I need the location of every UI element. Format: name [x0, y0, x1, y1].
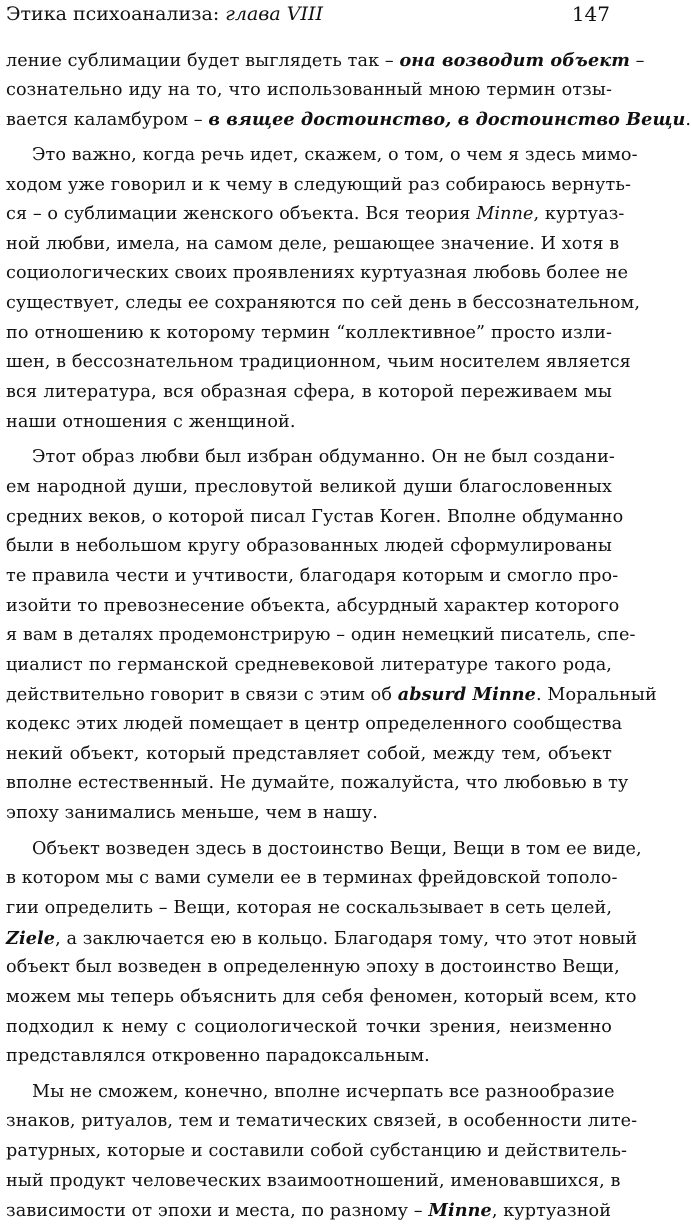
- text-run: наши отношения с женщиной.: [6, 411, 296, 432]
- text-run: циалист по германской средневековой литературе такого рода,: [6, 654, 612, 675]
- text-run: социологических своих проявлениях куртуазная любовь более не: [6, 263, 629, 284]
- text-run: знаков, ритуалов, тем и тематических связей, в особенности лите-: [6, 1111, 638, 1132]
- text-line: [6, 651, 612, 681]
- text-line: [6, 680, 657, 710]
- text-run: .: [685, 110, 691, 131]
- text-line: [6, 319, 612, 349]
- text-run: –: [629, 51, 645, 71]
- text-run: вполне естественный. Не думайте, пожалуйста, что любовью в ту: [6, 773, 629, 794]
- text-line: [6, 864, 618, 894]
- text-line: [6, 894, 612, 924]
- text-line: [6, 835, 642, 865]
- text-line: [6, 1137, 628, 1167]
- text-line: [6, 259, 629, 289]
- text-run: те правила чести и учтивости, благодаря которым и смогло про-: [6, 565, 619, 586]
- text-run: вся литература, вся образная сфера, в которой переживаем мы: [6, 382, 612, 403]
- text-run: некий объект, который представляет собой, между тем, объект: [6, 743, 612, 764]
- text-line: [6, 562, 619, 592]
- text-line: [6, 953, 620, 983]
- running-title: [6, 0, 323, 28]
- text-run: Этот образ любви был избран обдуманно. Он не был создани-: [32, 447, 615, 468]
- text-line: [6, 1167, 621, 1197]
- text-line: [6, 408, 612, 438]
- text-line: [6, 443, 615, 473]
- text-line: [6, 1013, 612, 1043]
- text-run: изойти то превознесение объекта, абсурдный характер которого: [6, 595, 620, 616]
- text-line: [6, 230, 620, 260]
- text-line: [6, 769, 629, 799]
- text-line: [6, 378, 612, 408]
- text-run: ление сублимации будет выглядеть так –: [6, 51, 400, 71]
- running-head: [6, 0, 610, 34]
- text-run: вается каламбуром –: [6, 110, 209, 131]
- text-run: ный продукт человеческих взаимоотношений, именовавшихся, в: [6, 1170, 621, 1191]
- text-run: , куртуазной: [491, 1201, 612, 1222]
- chapter-label: глава VIII: [225, 3, 323, 25]
- text-run: . Моральный: [535, 685, 657, 706]
- text-run: ем народной души, пресловутой великой души благословенных: [6, 476, 612, 497]
- text-line: [6, 200, 625, 230]
- emphasis-text: Minne: [476, 204, 534, 225]
- text-line: [6, 924, 638, 954]
- emphasis-text: она возводит объект: [399, 50, 630, 71]
- text-line: [6, 171, 632, 201]
- text-line: [6, 503, 624, 533]
- text-run: в котором мы с вами сумели ее в терминах фрейдовской тополо-: [6, 868, 618, 889]
- text-run: , куртуаз-: [533, 204, 625, 225]
- text-run: шен, в бессознательном традиционном, чьим носителем является: [6, 352, 631, 373]
- emphasis-text: Minne: [428, 1200, 492, 1222]
- text-run: существует, следы ее сохраняются по сей день в бессознательном,: [6, 293, 641, 314]
- text-line: [6, 473, 612, 503]
- book-title: Этика психоанализа:: [6, 3, 226, 25]
- text-line: [6, 532, 612, 562]
- text-run: я вам в деталях продемонстрирую – один немецкий писатель, спе-: [6, 625, 636, 646]
- emphasis-text: Ziele: [6, 927, 56, 949]
- text-run: Это важно, когда речь идет, скажем, о том, о чем я здесь мимо-: [32, 144, 638, 165]
- text-run: по отношению к которому термин “коллективное” просто изли-: [6, 322, 612, 343]
- text-line: [6, 46, 645, 76]
- text-run: объект был возведен в определенную эпоху в достоинство Вещи,: [6, 957, 620, 978]
- text-line: [6, 348, 631, 378]
- text-run: , а заключается ею в кольцо. Благодаря тому, что этот новый: [55, 928, 638, 949]
- text-run: ной любви, имела, на самом деле, решающее значение. И хотя в: [6, 233, 620, 254]
- text-line: [6, 621, 636, 651]
- text-line: [6, 141, 638, 171]
- text-line: [6, 740, 612, 770]
- text-run: средних веков, о которой писал Густав Коген. Вполне обдуманно: [6, 506, 624, 527]
- text-line: [6, 76, 612, 106]
- text-run: гии определить – Вещи, которая не соскальзывает в сеть целей,: [6, 897, 613, 918]
- text-line: [6, 105, 691, 135]
- text-run: Объект возведен здесь в достоинство Вещи, Вещи в том ее виде,: [32, 838, 642, 859]
- text-run: можем мы теперь объяснить для себя феномен, который всем, кто: [6, 986, 637, 1007]
- text-line: [6, 289, 641, 319]
- text-line: [6, 710, 623, 740]
- text-line: [6, 1042, 612, 1072]
- text-run: сознательно иду на то, что использованный мною термин отзы-: [6, 79, 612, 100]
- text-run: ся – о сублимации женского объекта. Вся теория: [6, 204, 477, 225]
- text-run: ходом уже говорил и к чему в следующий раз собираюсь вернуть-: [6, 174, 632, 195]
- text-line: [6, 1107, 638, 1137]
- page-number: 147: [571, 2, 610, 26]
- text-run: подходил к нему с социологической точки зрения, неизменно: [6, 1016, 612, 1037]
- text-line: [6, 1078, 615, 1108]
- body-text: [6, 46, 691, 1226]
- text-run: действительно говорит в связи с этим об: [6, 685, 398, 706]
- text-run: кодекс этих людей помещает в центр определенного сообщества: [6, 714, 623, 735]
- text-run: эпоху занимались меньше, чем в нашу.: [6, 803, 378, 824]
- text-run: были в небольшом кругу образованных людей сформулированы: [6, 536, 612, 557]
- text-line: [6, 1196, 612, 1226]
- text-line: [6, 799, 612, 829]
- text-line: [6, 592, 620, 622]
- emphasis-text: absurd Minne: [397, 684, 536, 706]
- text-run: Мы не сможем, конечно, вполне исчерпать все разнообразие: [32, 1081, 615, 1102]
- text-run: ратурных, которые и составили собой субстанцию и действитель-: [6, 1141, 628, 1162]
- emphasis-text: в вящее достоинство, в достоинство Вещи: [208, 109, 686, 131]
- text-run: зависимости от эпохи и места, по разному –: [6, 1201, 429, 1222]
- text-run: представлялся откровенно парадоксальным.: [6, 1046, 430, 1067]
- text-line: [6, 983, 637, 1013]
